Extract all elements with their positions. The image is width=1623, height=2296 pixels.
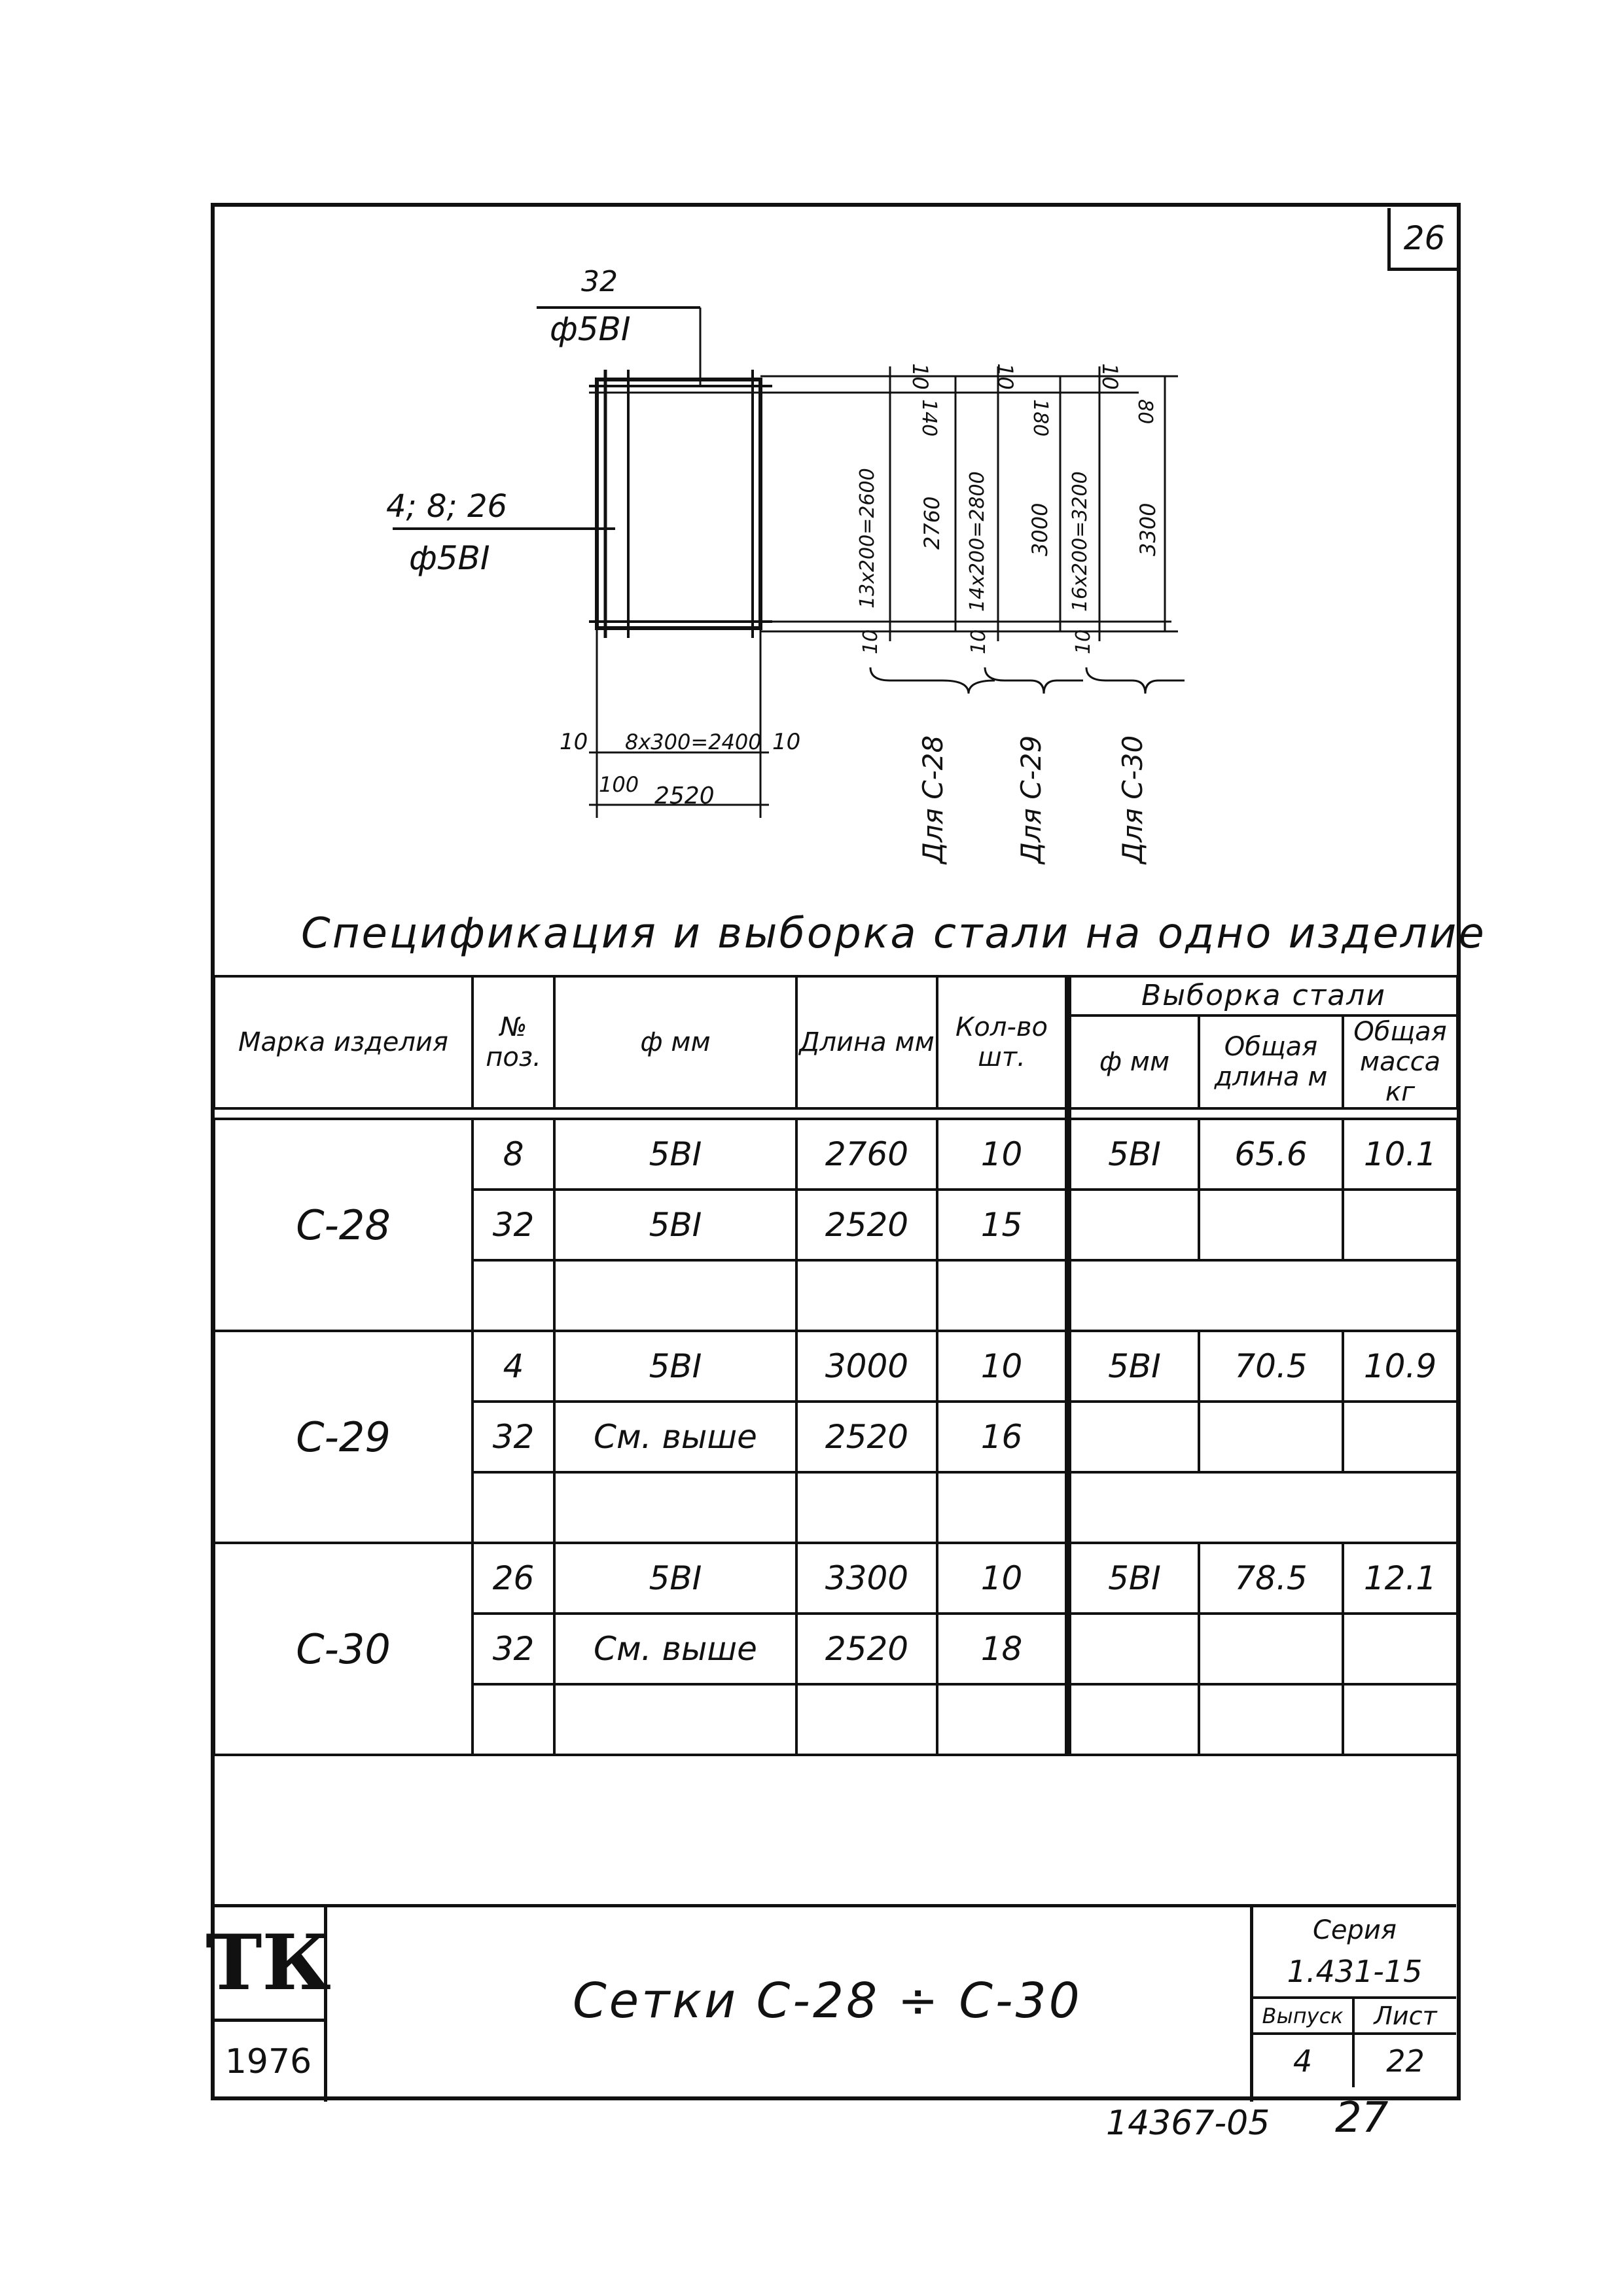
table-cell — [1068, 1614, 1199, 1684]
dim-bottom-spacing: 8x300=2400 — [625, 730, 762, 754]
table-cell — [796, 1472, 937, 1543]
year: 1976 — [213, 2022, 327, 2102]
callout-top-count: 32 — [581, 265, 618, 298]
table-cell — [1343, 1190, 1457, 1260]
issue-label: Выпуск — [1253, 1999, 1355, 2035]
c30-label: Для С-30 — [1116, 735, 1149, 864]
table-cell — [1199, 1614, 1343, 1684]
table-cell: 65.6 — [1199, 1119, 1343, 1190]
footer-code: 14367-05 — [1106, 2104, 1270, 2143]
c28-label: Для С-28 — [917, 735, 949, 864]
table-cell: 10.1 — [1343, 1119, 1457, 1190]
table-cell — [1343, 1684, 1457, 1755]
c28-dim-total: 2760 — [919, 496, 944, 550]
series-label: Серия — [1313, 1915, 1397, 1945]
table-cell: 32 — [473, 1190, 554, 1260]
table-cell: 5ВI — [554, 1190, 796, 1260]
callout-top-spec: ф5ВI — [550, 310, 631, 348]
c29-dim-top: 10 — [993, 363, 1018, 390]
issue-value: 4 — [1253, 2035, 1355, 2087]
table-cell: 16 — [937, 1402, 1068, 1472]
table-cell — [1068, 1190, 1199, 1260]
table-cell: 4 — [473, 1331, 554, 1402]
table-cell: 10 — [937, 1119, 1068, 1190]
table-cell: 26 — [473, 1543, 554, 1614]
series-box — [1250, 1907, 1456, 2102]
table-cell: 8 — [473, 1119, 554, 1190]
header-mark: Марка изделия — [214, 976, 473, 1108]
table-cell: 18 — [937, 1614, 1068, 1684]
table-cell — [473, 1684, 554, 1755]
logo: ТК — [213, 1907, 327, 2022]
c29-dim-bottom: 10 — [967, 629, 990, 654]
dim-10-left: 10 — [560, 729, 588, 755]
mark-c28: С-28 — [214, 1119, 473, 1331]
table-cell: 15 — [937, 1190, 1068, 1260]
table-cell — [1343, 1402, 1457, 1472]
dim-100: 100 — [599, 772, 639, 797]
table-cell: 78.5 — [1199, 1543, 1343, 1614]
spec-table — [213, 975, 1459, 1756]
sheet-number: 26 — [1387, 208, 1458, 271]
sheet-label: Лист — [1355, 1999, 1456, 2035]
table-cell: 5ВI — [554, 1119, 796, 1190]
c30-dim-spacing: 16x200=3200 — [1069, 471, 1092, 612]
callout-left-count: 4; 8; 26 — [386, 488, 508, 525]
footer-page: 27 — [1335, 2094, 1389, 2142]
table-cell: 2520 — [796, 1190, 937, 1260]
c30-dim-total: 3300 — [1135, 503, 1160, 556]
table-cell: 5ВI — [554, 1543, 796, 1614]
table-cell — [554, 1472, 796, 1543]
c29-label: Для С-29 — [1015, 735, 1047, 864]
c30-dim-bottom: 10 — [1072, 629, 1095, 654]
title-block — [205, 1904, 1456, 2098]
table-cell: 12.1 — [1343, 1543, 1457, 1614]
table-cell: 10 — [937, 1543, 1068, 1614]
header-pos: № поз. — [473, 976, 554, 1108]
c30-dim-end: 80 — [1133, 399, 1156, 425]
c29-dim-end: 180 — [1029, 399, 1052, 437]
dim-10-right: 10 — [772, 729, 801, 755]
table-cell: См. выше — [554, 1614, 796, 1684]
table-cell — [1068, 1684, 1199, 1755]
c28-dim-top: 10 — [908, 363, 933, 390]
mesh-drawing — [0, 0, 1623, 916]
table-cell — [796, 1260, 937, 1331]
sheet-value: 22 — [1386, 2043, 1425, 2079]
table-cell: 2760 — [796, 1119, 937, 1190]
table-cell: 3000 — [796, 1331, 937, 1402]
table-cell — [473, 1472, 554, 1543]
header-sel-mass: Общая масса кг — [1343, 1016, 1457, 1108]
table-cell — [937, 1472, 1068, 1543]
table-cell: 2520 — [796, 1614, 937, 1684]
table-cell — [937, 1684, 1068, 1755]
table-cell: 32 — [473, 1614, 554, 1684]
table-cell — [1068, 1260, 1457, 1331]
mark-c29: С-29 — [214, 1331, 473, 1543]
header-qty: Кол-во шт. — [937, 976, 1068, 1108]
table-cell: 5ВI — [1068, 1119, 1199, 1190]
header-length: Длина мм — [796, 976, 937, 1108]
table-cell — [554, 1260, 796, 1331]
table-cell: 2520 — [796, 1402, 937, 1472]
table-cell: 10.9 — [1343, 1331, 1457, 1402]
table-cell: 5ВI — [1068, 1543, 1199, 1614]
table-cell — [1199, 1684, 1343, 1755]
table-cell: 10 — [937, 1331, 1068, 1402]
c28-dim-end: 140 — [918, 399, 940, 437]
c30-dim-top: 10 — [1097, 363, 1122, 390]
table-cell: 70.5 — [1199, 1331, 1343, 1402]
table-cell: 5ВI — [1068, 1331, 1199, 1402]
table-cell — [554, 1684, 796, 1755]
header-selection: Выборка стали — [1068, 976, 1457, 1016]
callout-left-spec: ф5ВI — [409, 539, 490, 577]
document-title: Сетки С-28 ÷ С-30 — [573, 1973, 1082, 2029]
dim-2520: 2520 — [654, 783, 715, 809]
table-cell: 32 — [473, 1402, 554, 1472]
table-cell — [1068, 1472, 1457, 1543]
table-cell — [796, 1684, 937, 1755]
mesh-outline — [597, 380, 760, 628]
table-cell: 3300 — [796, 1543, 937, 1614]
header-diam: ф мм — [554, 976, 796, 1108]
c29-dim-total: 3000 — [1027, 503, 1052, 556]
spec-title: Спецификация и выборка стали на одно изделие — [301, 910, 1486, 958]
table-cell: См. выше — [554, 1402, 796, 1472]
table-cell: 5ВI — [554, 1331, 796, 1402]
header-sel-diam: ф мм — [1068, 1016, 1199, 1108]
mark-c30: С-30 — [214, 1543, 473, 1755]
series-value: 1.431-15 — [1253, 1947, 1456, 1999]
c29-dim-spacing: 14x200=2800 — [966, 471, 989, 612]
table-cell — [1068, 1402, 1199, 1472]
c28-dim-spacing: 13x200=2600 — [856, 468, 879, 609]
table-cell — [1343, 1614, 1457, 1684]
header-sel-length: Общая длина м — [1199, 1016, 1343, 1108]
table-cell — [1199, 1402, 1343, 1472]
table-cell — [937, 1260, 1068, 1331]
table-cell — [1199, 1190, 1343, 1260]
c28-dim-bottom: 10 — [859, 629, 882, 654]
table-cell — [473, 1260, 554, 1331]
